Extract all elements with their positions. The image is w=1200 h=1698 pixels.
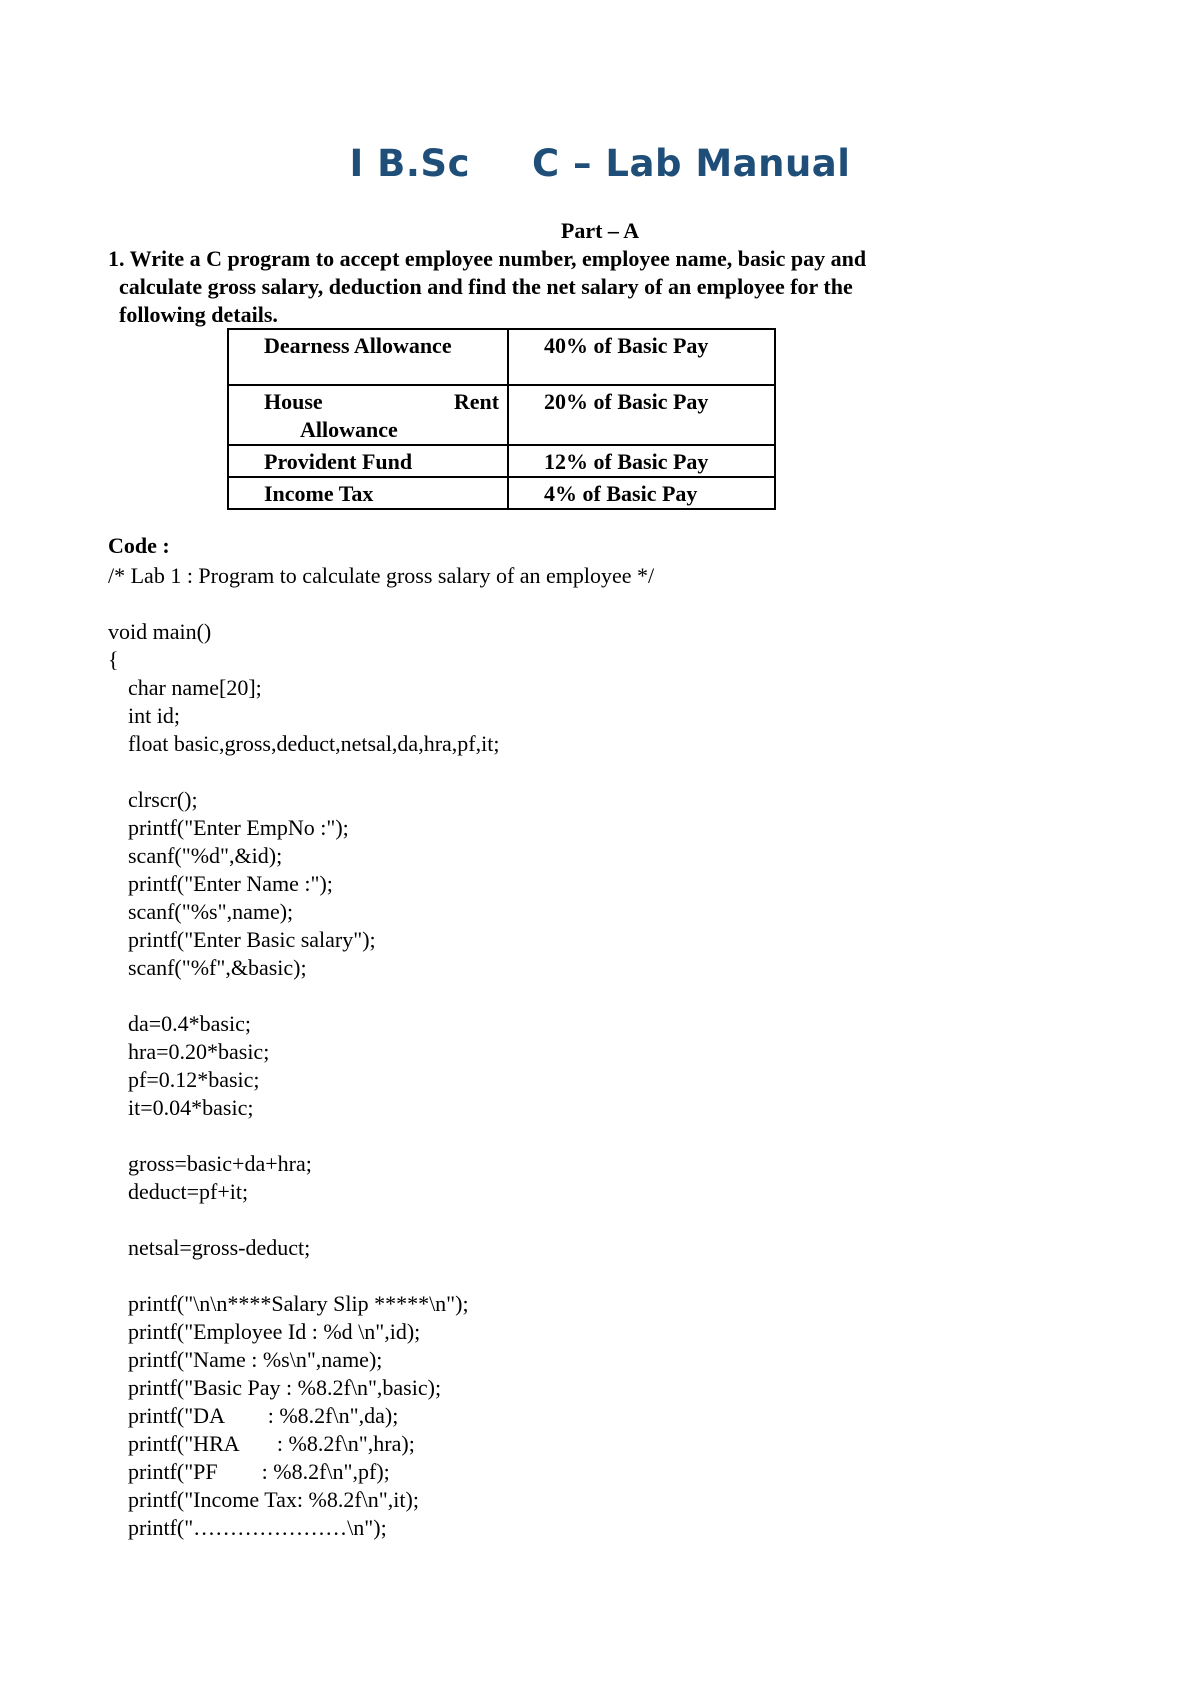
code-line: printf("DA : %8.2f\n",da); [128,1403,399,1428]
code-line: void main() [108,619,212,644]
code-blank-line [108,1122,654,1150]
code-line: it=0.04*basic; [128,1095,254,1120]
page-title [0,142,1200,185]
code-line: float basic,gross,deduct,netsal,da,hra,pf,it; [128,731,500,756]
code-comment: /* Lab 1 : Program to calculate gross salary of an employee */ [108,563,655,588]
table-row [228,477,775,509]
code-block [108,562,654,1542]
code-line: { [108,647,119,672]
code-heading: Code : [108,533,170,558]
code-line: printf("Employee Id : %d \n",id); [128,1319,421,1344]
code-line: gross=basic+da+hra; [128,1151,312,1176]
table-cell-label [228,385,508,445]
code-line: hra=0.20*basic; [128,1039,270,1064]
code-line: scanf("%d",&id); [128,843,283,868]
code-blank-line [108,1262,654,1290]
table-cell-value: 4% of Basic Pay [508,477,775,509]
code-line: printf("Income Tax: %8.2f\n",it); [128,1487,419,1512]
code-line: printf("Name : %s\n",name); [128,1347,383,1372]
code-line: printf("…………………\n"); [128,1515,387,1540]
table-row [228,385,775,445]
code-line: scanf("%s",name); [128,899,294,924]
table-cell-label: Income Tax [228,477,508,509]
code-line: int id; [128,703,180,728]
code-line: pf=0.12*basic; [128,1067,260,1092]
code-line: netsal=gross-deduct; [128,1235,311,1260]
table-cell-value: 20% of Basic Pay [508,385,775,445]
label-part: House [264,389,323,414]
code-line: clrscr(); [128,787,198,812]
table-row [228,445,775,477]
table-row [228,329,775,385]
question-line: 1. Write a C program to accept employee number, employee name, basic pay and [108,246,867,271]
title-subject: C – Lab Manual [532,142,851,185]
question-line: following details. [119,302,278,327]
code-line: printf("HRA : %8.2f\n",hra); [128,1431,415,1456]
table-cell-label: Provident Fund [228,445,508,477]
table-cell-label: Dearness Allowance [228,329,508,385]
code-blank-line [108,758,654,786]
code-line: printf("PF : %8.2f\n",pf); [128,1459,390,1484]
code-line: printf("Basic Pay : %8.2f\n",basic); [128,1375,442,1400]
code-blank-line [108,982,654,1010]
code-blank-line [108,1206,654,1234]
code-line: printf("Enter Basic salary"); [128,927,376,952]
label-part: Allowance [300,417,398,442]
code-line: da=0.4*basic; [128,1011,251,1036]
section-heading: Part – A [560,218,640,243]
code-line: printf("\n\n****Salary Slip *****\n"); [128,1291,469,1316]
question-text [108,245,866,329]
title-course: I B.Sc [349,142,471,185]
code-blank-line [108,590,654,618]
code-line: printf("Enter EmpNo :"); [128,815,349,840]
code-line: char name[20]; [128,675,262,700]
code-line: deduct=pf+it; [128,1179,249,1204]
code-line: printf("Enter Name :"); [128,871,333,896]
label-part: Rent [453,389,500,414]
table-cell-value: 12% of Basic Pay [508,445,775,477]
allowance-table [227,328,776,510]
question-line: calculate gross salary, deduction and find the net salary of an employee for the [119,274,853,299]
code-line: scanf("%f",&basic); [128,955,307,980]
table-cell-value: 40% of Basic Pay [508,329,775,385]
